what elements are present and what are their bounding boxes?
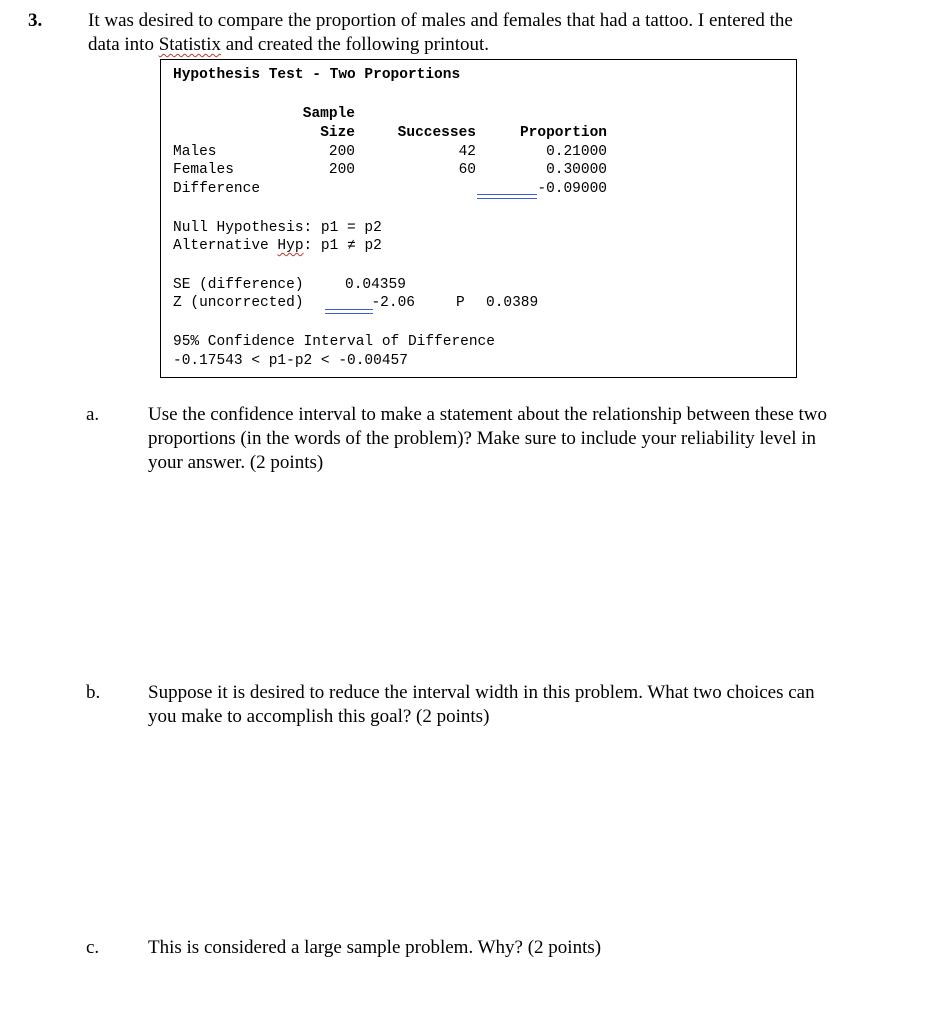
alt-hyp-post: : p1 ≠ p2 [303,238,382,254]
software-name: Statistix [158,34,221,55]
intro-line-1: It was desired to compare the proportion of males and females that had a tattoo. I entered the [88,10,793,31]
header-proportion: Proportion [519,125,607,141]
row-females-proportion: 0.30000 [546,162,607,178]
alternative-hypothesis [173,237,382,256]
row-males-label: Males [173,144,217,160]
p-label: P [456,295,465,311]
part-b-label: b. [86,682,101,703]
part-a-line: your answer. (2 points) [148,452,324,473]
row-difference-label: Difference [173,181,261,197]
header-sample: Sample [302,106,355,122]
alt-hyp-abbrev: Hyp [277,238,304,254]
z-label: Z (uncorrected) [173,295,304,311]
row-females-label: Females [173,162,234,178]
part-c-line: This is considered a large sample problem. Why? (2 points) [148,937,602,958]
intro-line-2 [88,33,908,57]
alt-hyp-pre: Alternative [173,238,278,254]
statistix-printout [160,59,797,378]
part-a-label: a. [86,404,100,425]
se-value: 0.04359 [345,277,406,293]
null-hypothesis: Null Hypothesis: p1 = p2 [173,220,382,236]
question-number: 3. [28,10,43,31]
part-a-line: proportions (in the words of the problem)? Make sure to include your reliability level in [148,428,816,449]
part-a-text [148,403,908,475]
ci-range: -0.17543 < p1-p2 < -0.00457 [173,353,408,369]
part-c-text [148,936,908,960]
question-intro [88,9,908,57]
row-females-successes: 60 [458,162,476,178]
part-c-label: c. [86,937,100,958]
part-b-line: Suppose it is desired to reduce the interval width in this problem. What two choices can [148,682,815,703]
se-label: SE (difference) [173,277,304,293]
p-value: 0.0389 [486,295,539,311]
z-value: -2.06 [371,295,415,311]
printout-title: Hypothesis Test - Two Proportions [173,67,461,83]
row-males-successes: 42 [458,144,476,160]
header-size: Size [320,125,355,141]
part-b-line: you make to accomplish this goal? (2 points) [148,706,490,727]
row-females-size: 200 [328,162,355,178]
header-successes: Successes [397,125,476,141]
part-a-line: Use the confidence interval to make a statement about the relationship between these two [148,404,828,425]
row-males-proportion: 0.21000 [546,144,607,160]
row-difference-proportion: -0.09000 [537,181,607,197]
part-b-text [148,681,908,729]
ci-title: 95% Confidence Interval of Difference [173,334,495,350]
row-males-size: 200 [328,144,355,160]
intro-text-post: and created the following printout. [221,34,490,55]
intro-text-pre: data into [88,34,159,55]
